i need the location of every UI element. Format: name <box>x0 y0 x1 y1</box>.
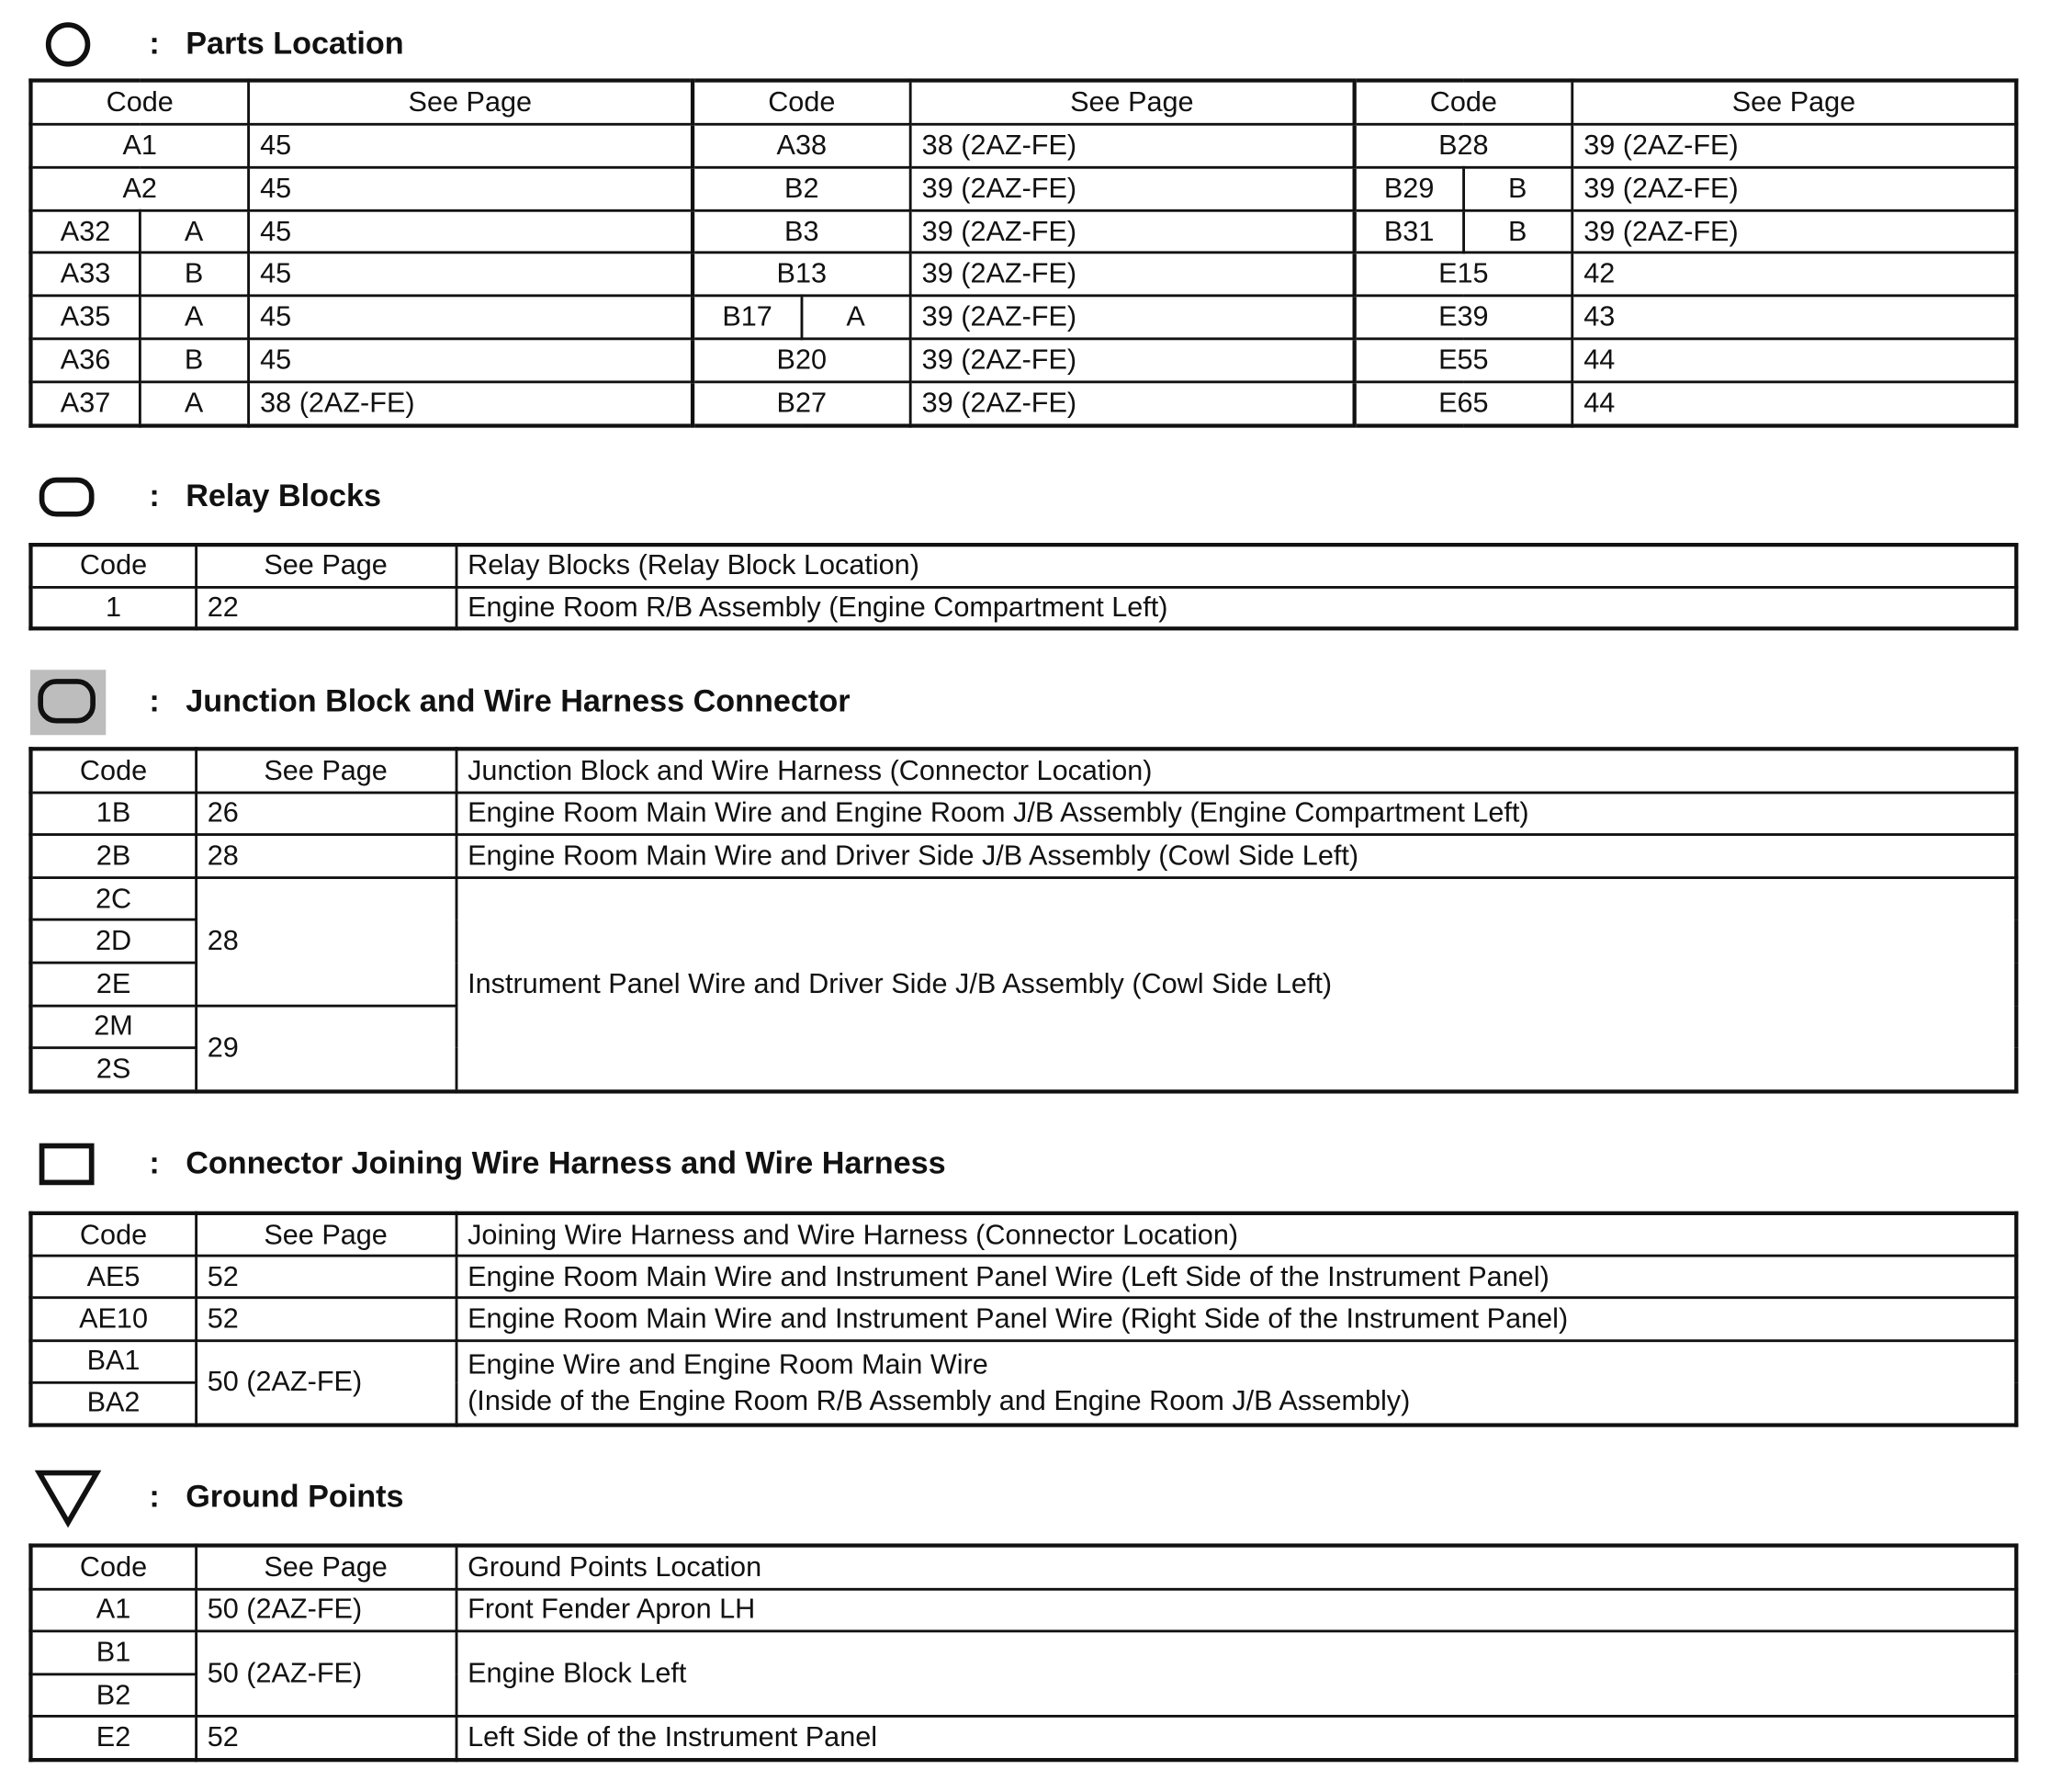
code-cell: B17 <box>693 296 801 339</box>
code-cell: 1 <box>30 587 195 629</box>
table-header-row <box>30 81 2016 125</box>
header-code: Code <box>1355 81 1572 125</box>
page-cell: 39 (2AZ-FE) <box>1572 210 2016 254</box>
header-see-page: See Page <box>196 749 456 792</box>
ground-points-table <box>28 1543 2018 1762</box>
page-cell: 38 (2AZ-FE) <box>248 382 693 426</box>
table-row <box>30 167 2016 210</box>
code-cell: B31 <box>1355 210 1463 254</box>
header-code: Code <box>30 545 195 587</box>
page-cell: 22 <box>196 587 456 629</box>
header-see-page: See Page <box>910 81 1355 125</box>
code-cell: E2 <box>30 1717 195 1760</box>
table-row <box>30 1256 2016 1298</box>
code-cell: A2 <box>30 167 248 210</box>
section-title: Parts Location <box>186 26 404 62</box>
code-cell: B3 <box>693 210 910 254</box>
junction-block-table <box>28 747 2018 1093</box>
description-cell <box>456 1340 2016 1425</box>
page-cell: 39 (2AZ-FE) <box>1572 124 2016 167</box>
section-title: Relay Blocks <box>186 479 382 514</box>
table-row <box>30 210 2016 254</box>
table-row <box>30 1340 2016 1382</box>
section-header-parts-location <box>28 18 403 71</box>
header-code: Code <box>693 81 910 125</box>
colon: : <box>149 1145 160 1181</box>
code-cell: B20 <box>693 339 910 382</box>
sub-code-cell: B <box>1463 210 1572 254</box>
page-cell: 52 <box>196 1298 456 1340</box>
code-cell: A36 <box>30 339 139 382</box>
section-header-ground-points <box>28 1468 403 1528</box>
description-cell: Engine Block Left <box>456 1631 2016 1717</box>
table-row <box>30 835 2016 877</box>
page-cell: 38 (2AZ-FE) <box>910 124 1355 167</box>
table-header-row <box>30 1546 2016 1589</box>
table-row <box>30 254 2016 297</box>
page-cell: 39 (2AZ-FE) <box>1572 167 2016 210</box>
section-header-relay-blocks <box>28 471 381 524</box>
description-cell: Front Fender Apron LH <box>456 1589 2016 1631</box>
table-row <box>30 587 2016 629</box>
sub-code-cell: B <box>140 339 248 382</box>
header-code: Code <box>30 81 248 125</box>
page-cell: 39 (2AZ-FE) <box>910 167 1355 210</box>
page-cell: 28 <box>196 835 456 877</box>
code-cell: E15 <box>1355 254 1572 297</box>
section-title: Junction Block and Wire Harness Connector <box>186 683 851 720</box>
description-cell: Engine Room Main Wire and Instrument Panel Wire (Left Side of the Instrument Panel) <box>456 1256 2016 1298</box>
page-cell: 26 <box>196 792 456 834</box>
header-code: Code <box>30 1213 195 1257</box>
page-cell: 45 <box>248 210 693 254</box>
sub-code-cell: A <box>140 296 248 339</box>
page-cell: 45 <box>248 254 693 297</box>
table-row <box>30 339 2016 382</box>
connector-joining-table <box>28 1212 2018 1427</box>
page-cell: 45 <box>248 167 693 210</box>
shaded-rounded-rectangle-icon <box>28 670 107 735</box>
page-cell: 44 <box>1572 339 2016 382</box>
sub-code-cell: B <box>1463 167 1572 210</box>
header-see-page: See Page <box>1572 81 2016 125</box>
header-code: Code <box>30 1546 195 1589</box>
colon: : <box>149 26 160 62</box>
page-cell: 44 <box>1572 382 2016 426</box>
page-cell: 52 <box>196 1256 456 1298</box>
code-cell: E55 <box>1355 339 1572 382</box>
code-cell: B13 <box>693 254 910 297</box>
code-cell: A1 <box>30 124 248 167</box>
section-header-junction-block <box>28 670 850 735</box>
table-header-row <box>30 1213 2016 1257</box>
circle-icon <box>28 18 107 71</box>
page-cell: 43 <box>1572 296 2016 339</box>
code-cell: 2E <box>30 963 195 1005</box>
code-cell: A33 <box>30 254 139 297</box>
description-cell: Engine Room R/B Assembly (Engine Compartment Left) <box>456 587 2016 629</box>
header-description: Relay Blocks (Relay Block Location) <box>456 545 2016 587</box>
sub-code-cell: A <box>801 296 909 339</box>
description-cell: Engine Room Main Wire and Driver Side J/B Assembly (Cowl Side Left) <box>456 835 2016 877</box>
table-row <box>30 1631 2016 1674</box>
table-row <box>30 382 2016 426</box>
code-cell: E39 <box>1355 296 1572 339</box>
colon: : <box>149 683 160 720</box>
page-cell: 50 (2AZ-FE) <box>196 1631 456 1717</box>
table-row <box>30 124 2016 167</box>
code-cell: B2 <box>30 1674 195 1717</box>
table-row <box>30 1589 2016 1631</box>
colon: : <box>149 1479 160 1516</box>
page-cell: 39 (2AZ-FE) <box>910 339 1355 382</box>
header-see-page: See Page <box>196 545 456 587</box>
code-cell: B29 <box>1355 167 1463 210</box>
code-cell: A38 <box>693 124 910 167</box>
header-code: Code <box>30 749 195 792</box>
description-line: Engine Wire and Engine Room Main Wire <box>468 1347 988 1381</box>
code-cell: 2S <box>30 1048 195 1091</box>
code-cell: A37 <box>30 382 139 426</box>
code-cell: E65 <box>1355 382 1572 426</box>
code-cell: AE5 <box>30 1256 195 1298</box>
rectangle-icon <box>28 1138 107 1190</box>
code-cell: 2C <box>30 877 195 919</box>
page-cell: 45 <box>248 296 693 339</box>
code-cell: 2M <box>30 1006 195 1048</box>
description-cell: Engine Room Main Wire and Engine Room J/B Assembly (Engine Compartment Left) <box>456 792 2016 834</box>
description-cell: Left Side of the Instrument Panel <box>456 1717 2016 1760</box>
header-see-page: See Page <box>196 1546 456 1589</box>
code-cell: B1 <box>30 1631 195 1674</box>
triangle-down-icon <box>28 1468 107 1528</box>
table-row <box>30 792 2016 834</box>
sub-code-cell: A <box>140 210 248 254</box>
code-cell: 2D <box>30 920 195 963</box>
code-cell: A35 <box>30 296 139 339</box>
page-cell: 39 (2AZ-FE) <box>910 254 1355 297</box>
header-description: Joining Wire Harness and Wire Harness (Connector Location) <box>456 1213 2016 1257</box>
page-cell: 42 <box>1572 254 2016 297</box>
parts-location-table <box>28 78 2018 427</box>
colon: : <box>149 479 160 514</box>
code-cell: BA1 <box>30 1340 195 1382</box>
code-cell: BA2 <box>30 1382 195 1426</box>
sub-code-cell: B <box>140 254 248 297</box>
description-cell: Instrument Panel Wire and Driver Side J/B Assembly (Cowl Side Left) <box>456 877 2016 1091</box>
table-row <box>30 1717 2016 1760</box>
page-cell: 45 <box>248 339 693 382</box>
table-row <box>30 1298 2016 1340</box>
code-cell: 1B <box>30 792 195 834</box>
header-see-page: See Page <box>248 81 693 125</box>
section-header-connector-joining <box>28 1138 945 1190</box>
page-cell: 39 (2AZ-FE) <box>910 382 1355 426</box>
code-cell: AE10 <box>30 1298 195 1340</box>
code-cell: B28 <box>1355 124 1572 167</box>
rounded-rectangle-icon <box>28 471 107 524</box>
description-cell: Engine Room Main Wire and Instrument Panel Wire (Right Side of the Instrument Panel) <box>456 1298 2016 1340</box>
section-title: Ground Points <box>186 1479 404 1516</box>
code-cell: B27 <box>693 382 910 426</box>
section-title: Connector Joining Wire Harness and Wire Harness <box>186 1145 946 1181</box>
page-cell: 29 <box>196 1006 456 1092</box>
code-cell: A1 <box>30 1589 195 1631</box>
description-line: (Inside of the Engine Room R/B Assembly and Engine Room J/B Assembly) <box>468 1384 1411 1416</box>
header-see-page: See Page <box>196 1213 456 1257</box>
table-row <box>30 296 2016 339</box>
page-cell: 39 (2AZ-FE) <box>910 296 1355 339</box>
table-row <box>30 877 2016 919</box>
code-cell: 2B <box>30 835 195 877</box>
page-cell: 50 (2AZ-FE) <box>196 1589 456 1631</box>
table-header-row <box>30 749 2016 792</box>
page-cell: 28 <box>196 877 456 1005</box>
page-cell: 39 (2AZ-FE) <box>910 210 1355 254</box>
page-cell: 52 <box>196 1717 456 1760</box>
code-cell: B2 <box>693 167 910 210</box>
code-cell: A32 <box>30 210 139 254</box>
table-header-row <box>30 545 2016 587</box>
header-description: Junction Block and Wire Harness (Connector Location) <box>456 749 2016 792</box>
header-description: Ground Points Location <box>456 1546 2016 1589</box>
relay-blocks-table <box>28 543 2018 630</box>
sub-code-cell: A <box>140 382 248 426</box>
page-cell: 45 <box>248 124 693 167</box>
page-cell: 50 (2AZ-FE) <box>196 1340 456 1425</box>
